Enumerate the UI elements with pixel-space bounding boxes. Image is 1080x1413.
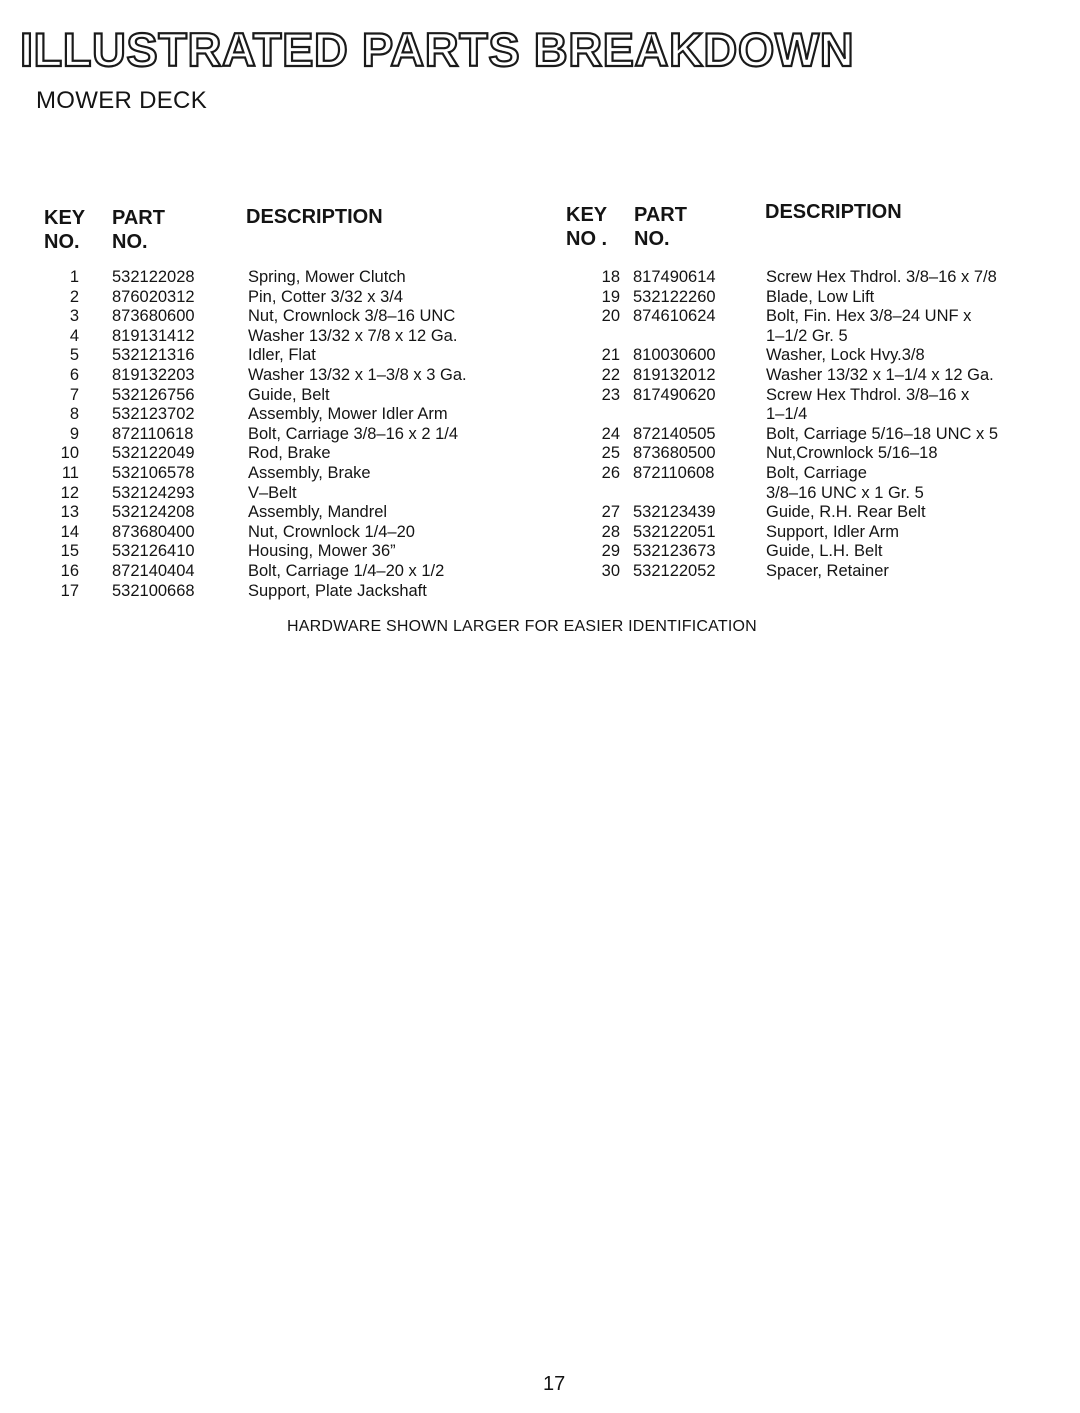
table-row xyxy=(0,327,540,347)
part-description: Washer 13/32 x 1–3/8 x 3 Ga. xyxy=(248,365,467,384)
table-row xyxy=(0,386,540,406)
left-part-header: PART xyxy=(112,207,165,229)
part-description: Guide, Belt xyxy=(248,385,330,404)
part-description: Support, Idler Arm xyxy=(766,522,899,541)
right-key-no-header: NO . xyxy=(566,228,608,250)
key-number: 14 xyxy=(60,522,79,541)
part-number: 532122052 xyxy=(633,561,716,580)
table-row xyxy=(520,268,1080,288)
left-description-header: DESCRIPTION xyxy=(246,206,383,228)
page-number: 17 xyxy=(543,1373,566,1395)
part-number: 532124293 xyxy=(112,483,195,502)
table-row xyxy=(0,542,540,562)
section-subtitle: MOWER DECK xyxy=(36,87,207,114)
key-number: 10 xyxy=(60,444,79,463)
part-description: Assembly, Mandrel xyxy=(248,503,388,522)
part-number: 532122260 xyxy=(633,287,716,306)
part-number: 532123702 xyxy=(112,405,195,424)
table-row xyxy=(0,523,540,543)
table-row xyxy=(0,268,540,288)
part-number: 872110618 xyxy=(112,424,194,443)
part-number: 873680400 xyxy=(112,522,195,541)
table-row xyxy=(520,503,1080,523)
part-description: Guide, L.H. Belt xyxy=(766,542,883,561)
right-parts-table xyxy=(520,268,1080,582)
table-row xyxy=(520,542,1080,562)
part-number: 873680600 xyxy=(112,307,195,326)
right-part-no-header: NO. xyxy=(634,228,670,250)
key-number: 15 xyxy=(60,542,79,561)
table-row xyxy=(520,523,1080,543)
part-description: Nut,Crownlock 5/16–18 xyxy=(766,444,938,463)
table-row xyxy=(0,307,540,327)
part-description: Washer, Lock Hvy.3/8 xyxy=(766,346,925,365)
part-description: Idler, Flat xyxy=(248,346,316,365)
part-number: 876020312 xyxy=(112,287,195,306)
key-number: 23 xyxy=(601,385,620,404)
part-number: 819131412 xyxy=(112,326,195,345)
part-number: 532126756 xyxy=(112,385,195,404)
key-number: 21 xyxy=(601,346,620,365)
key-number: 24 xyxy=(601,424,620,443)
right-key-header: KEY xyxy=(566,204,608,226)
part-description: Nut, Crownlock 1/4–20 xyxy=(248,522,415,541)
table-row xyxy=(0,464,540,484)
part-description: 1–1/2 Gr. 5 xyxy=(766,326,848,345)
key-number: 4 xyxy=(69,326,79,345)
part-description: Bolt, Carriage 3/8–16 x 2 1/4 xyxy=(248,424,459,443)
part-number: 532121316 xyxy=(112,346,195,365)
key-number: 11 xyxy=(61,463,79,482)
part-number: 532122028 xyxy=(112,268,195,286)
part-number: 817490620 xyxy=(633,385,716,404)
key-number: 22 xyxy=(601,365,620,384)
key-number: 3 xyxy=(69,307,79,326)
key-number: 19 xyxy=(601,287,620,306)
key-number: 30 xyxy=(601,561,620,580)
table-row xyxy=(520,484,1080,504)
part-number: 873680500 xyxy=(633,444,716,463)
part-description: V–Belt xyxy=(248,483,297,502)
part-number: 819132203 xyxy=(112,365,195,384)
key-number: 28 xyxy=(601,522,620,541)
key-number: 20 xyxy=(601,307,620,326)
part-number: 872140505 xyxy=(633,424,716,443)
key-number: 27 xyxy=(601,503,620,522)
part-description: Guide, R.H. Rear Belt xyxy=(766,503,926,522)
table-row xyxy=(0,503,540,523)
table-row xyxy=(0,366,540,386)
part-description: Screw Hex Thdrol. 3/8–16 x xyxy=(766,385,970,404)
part-description: Screw Hex Thdrol. 3/8–16 x 7/8 xyxy=(766,268,997,286)
part-description: 3/8–16 UNC x 1 Gr. 5 xyxy=(766,483,924,502)
part-number: 810030600 xyxy=(633,346,716,365)
part-description: Washer 13/32 x 1–1/4 x 12 Ga. xyxy=(766,365,994,384)
table-row xyxy=(520,562,1080,582)
table-row xyxy=(0,425,540,445)
key-number: 25 xyxy=(601,444,620,463)
part-description: Assembly, Brake xyxy=(248,463,371,482)
part-description: Pin, Cotter 3/32 x 3/4 xyxy=(248,287,404,306)
key-number: 7 xyxy=(69,385,79,404)
part-description: Bolt, Carriage 5/16–18 UNC x 5 xyxy=(766,424,999,443)
key-number: 26 xyxy=(601,463,620,482)
part-number: 532123439 xyxy=(633,503,716,522)
part-number: 872110608 xyxy=(633,463,715,482)
key-number: 29 xyxy=(601,542,620,561)
part-description: Bolt, Fin. Hex 3/8–24 UNF x xyxy=(766,307,972,326)
key-number: 8 xyxy=(69,405,79,424)
left-part-no-header: NO. xyxy=(112,231,148,253)
part-number: 532100668 xyxy=(112,581,195,600)
table-row xyxy=(520,327,1080,347)
key-number: 1 xyxy=(69,268,79,286)
part-number: 874610624 xyxy=(633,307,716,326)
part-number: 819132012 xyxy=(633,365,716,384)
key-number: 13 xyxy=(60,503,79,522)
part-description: Support, Plate Jackshaft xyxy=(248,581,427,600)
part-number: 817490614 xyxy=(633,268,716,286)
table-row xyxy=(0,484,540,504)
key-number: 9 xyxy=(69,424,79,443)
key-number: 5 xyxy=(69,346,79,365)
table-row xyxy=(520,405,1080,425)
key-number: 2 xyxy=(69,287,79,306)
table-row xyxy=(520,444,1080,464)
key-number: 12 xyxy=(60,483,79,502)
part-number: 532123673 xyxy=(633,542,716,561)
part-number: 532122049 xyxy=(112,444,195,463)
page-title: ILLUSTRATED PARTS BREAKDOWN xyxy=(20,23,855,76)
table-row xyxy=(0,582,540,602)
right-part-header: PART xyxy=(634,204,687,226)
left-key-header: KEY xyxy=(44,207,86,229)
part-description: Housing, Mower 36” xyxy=(248,542,396,561)
part-number: 532122051 xyxy=(633,522,716,541)
table-row xyxy=(0,288,540,308)
key-number: 17 xyxy=(60,581,79,600)
part-number: 532126410 xyxy=(112,542,195,561)
part-number: 532106578 xyxy=(112,463,195,482)
part-description: Bolt, Carriage xyxy=(766,463,867,482)
part-description: Washer 13/32 x 7/8 x 12 Ga. xyxy=(248,326,458,345)
table-row xyxy=(0,346,540,366)
left-parts-table xyxy=(0,268,540,601)
table-row xyxy=(520,464,1080,484)
table-row xyxy=(520,307,1080,327)
part-description: Bolt, Carriage 1/4–20 x 1/2 xyxy=(248,561,445,580)
part-description: Spring, Mower Clutch xyxy=(248,268,406,286)
key-number: 6 xyxy=(69,365,79,384)
part-description: Rod, Brake xyxy=(248,444,331,463)
table-row xyxy=(0,405,540,425)
table-row xyxy=(520,288,1080,308)
table-row xyxy=(520,425,1080,445)
key-number: 18 xyxy=(601,268,620,286)
part-description: Spacer, Retainer xyxy=(766,561,889,580)
key-number: 16 xyxy=(60,561,79,580)
part-description: 1–1/4 xyxy=(766,405,808,424)
table-row xyxy=(0,562,540,582)
table-row xyxy=(0,444,540,464)
part-description: Nut, Crownlock 3/8–16 UNC xyxy=(248,307,456,326)
part-number: 532124208 xyxy=(112,503,195,522)
table-row xyxy=(520,346,1080,366)
part-description: Blade, Low Lift xyxy=(766,287,875,306)
left-key-no-header: NO. xyxy=(44,231,80,253)
table-row xyxy=(520,386,1080,406)
part-number: 872140404 xyxy=(112,561,195,580)
part-description: Assembly, Mower Idler Arm xyxy=(248,405,448,424)
right-description-header: DESCRIPTION xyxy=(765,201,902,223)
hardware-note: HARDWARE SHOWN LARGER FOR EASIER IDENTIFICATION xyxy=(287,618,757,635)
table-row xyxy=(520,366,1080,386)
